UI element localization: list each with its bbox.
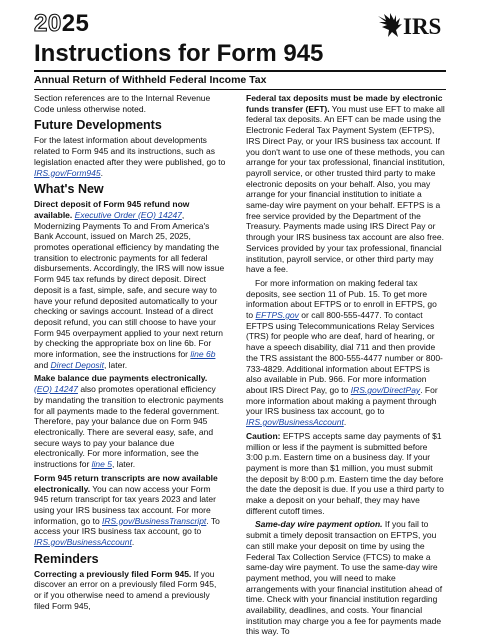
link-form945[interactable]: IRS.gov/Form945 [34,167,101,178]
right-column [246,93,446,640]
wire-payment-paragraph: Same-day wire payment option. If you fail to submit a timely deposit transaction on EFTPS, you can still make your deposit on time by using the Federal Tax Collection Service (FTCS) to make a same-day wire payment. To use the same-day wire payment method, you will need to make arrangements with your financial institution ahead of time. Check with your financial institution regarding availability, deadlines, and costs. Your financial institution may charge you a fee for payments made this way. To [246,519,443,637]
direct-deposit-paragraph: Direct deposit of Form 945 refund now available. Executive Order (EO) 14247, Modernizing Payments To and From America's Bank Account, issued on March 25, 2025, promotes operational efficiency by mandating the transition to electronic payments for all federal disbursements. Accordingly, the IRS will now issue Form 945 tax refunds by direct deposit. Direct deposit is a fast, simple, safe, and secure way to have your refund deposited automatically to your checking or savings account. Instead of a direct deposit refund, you can still choose to have your Form 945 overpayment applied to your next return by checking the appropriate box on line 6b. For more information, see the instructions for line 6b and Direct Deposit, later. [34,199,225,370]
title-rule [34,70,446,72]
link-line-5[interactable]: line 5 [91,459,112,470]
eft-paragraph: Federal tax deposits must be made by electronic funds transfer (EFT). You must use EFT to make all federal tax deposits. An EFT can be made using the Electronic Federal Tax Payment System (EFTPS), IRS Direct Pay, or your IRS business tax account. If you don't want to use one of these methods, you can arrange for your tax professional, financial institution, payroll service, or other trusted third party to make electronic deposits on your behalf. Also, you may arrange for your financial institution to initiate a same-day wire payment on your behalf. EFTPS is a free service provided by the Department of the Treasury. Payments made using IRS Direct Pay or through your IRS business tax account are also free. Services provided by your tax professional, financial institution, payroll service, or other third party may have a fee. [246,93,445,275]
link-line-6b[interactable]: line 6b [190,349,216,360]
page-subtitle: Annual Return of Withheld Federal Income Tax [34,74,267,86]
deposits-info-paragraph: For more information on making federal tax deposits, see section 11 of Pub. 15. To get more information about EFTPS or to enroll in EFTPS, go to EFTPS.gov or call 800-555-4477. To contact EFTPS using Telecommunications Relay Services (TRS) for people who are deaf, hard of hearing, or have a speech disability, dial 711 and then provide the TRS assistant the 800-555-4477 number or 800-733-4829. Additional information about EFTPS is also available in Pub. 966. For more information about IRS Direct Pay, go to IRS.gov/DirectPay. For more information about making a payment through your IRS business tax account, go to IRS.gov/BusinessAccount. [246,277,443,428]
future-paragraph: For the latest information about developments related to Form 945 and its instructions, such as legislation enacted after they were published, go to IRS.gov/Form945. [34,135,226,178]
subtitle-rule [34,89,446,90]
balance-due-paragraph: Make balance due payments electronically. (EO) 14247 also promotes operational efficiency by mandating the transition to electronic payments for all payments made to the federal government. Therefore, pay your balance due on Form 945 electronically. There are several easy, safe, and secure ways to pay your balance due electronically. For more information, see the instructions for line 5, later. [34,373,224,470]
page-title: Instructions for Form 945 [34,40,324,67]
left-column [34,93,226,615]
link-business-account-2[interactable]: IRS.gov/BusinessAccount [246,417,344,428]
form-year: 2025 [34,10,90,37]
caution-paragraph: Caution: EFTPS accepts same day payments of $1 million or less if the payment is submitted before 3:00 p.m. Eastern time on a business day. If your payment is more than $1 million, you must submit the deposit by 8:00 p.m. Eastern time the day before the date the deposit is due. If you use a third party to make a deposit on your behalf, they may have different cutoff times. [246,430,444,516]
link-eo-14247-2[interactable]: (EO) 14247 [34,384,78,395]
link-business-transcript[interactable]: IRS.gov/BusinessTranscript [102,515,207,526]
link-direct-deposit[interactable]: Direct Deposit [50,359,104,370]
irs-logo [376,10,454,40]
link-eo-14247[interactable]: Executive Order (EO) 14247 [74,209,182,220]
heading-whats-new: What's New [34,182,104,197]
intro-text: Section references are to the Internal Revenue Code unless otherwise noted. [34,93,211,114]
transcripts-paragraph: Form 945 return transcripts are now available electronically. You can now access your Form 945 return transcript for tax years 2023 and later using your IRS business tax account. For more information, go to IRS.gov/BusinessTranscript. To access your IRS business tax account, go to IRS.gov/BusinessAccount. [34,472,220,548]
link-eftps[interactable]: EFTPS.gov [255,310,299,321]
heading-reminders: Reminders [34,551,99,566]
correcting-paragraph: Correcting a previously filed Form 945. If you discover an error on a previously filed Form 945, or if you otherwise need to amend a previously filed Form 945, [34,568,217,611]
eagle-icon [378,13,402,37]
heading-future-developments: Future Developments [34,118,162,133]
irs-logo-text: IRS [403,14,442,39]
link-business-account[interactable]: IRS.gov/BusinessAccount [34,537,132,548]
link-direct-pay[interactable]: IRS.gov/DirectPay [350,384,421,395]
